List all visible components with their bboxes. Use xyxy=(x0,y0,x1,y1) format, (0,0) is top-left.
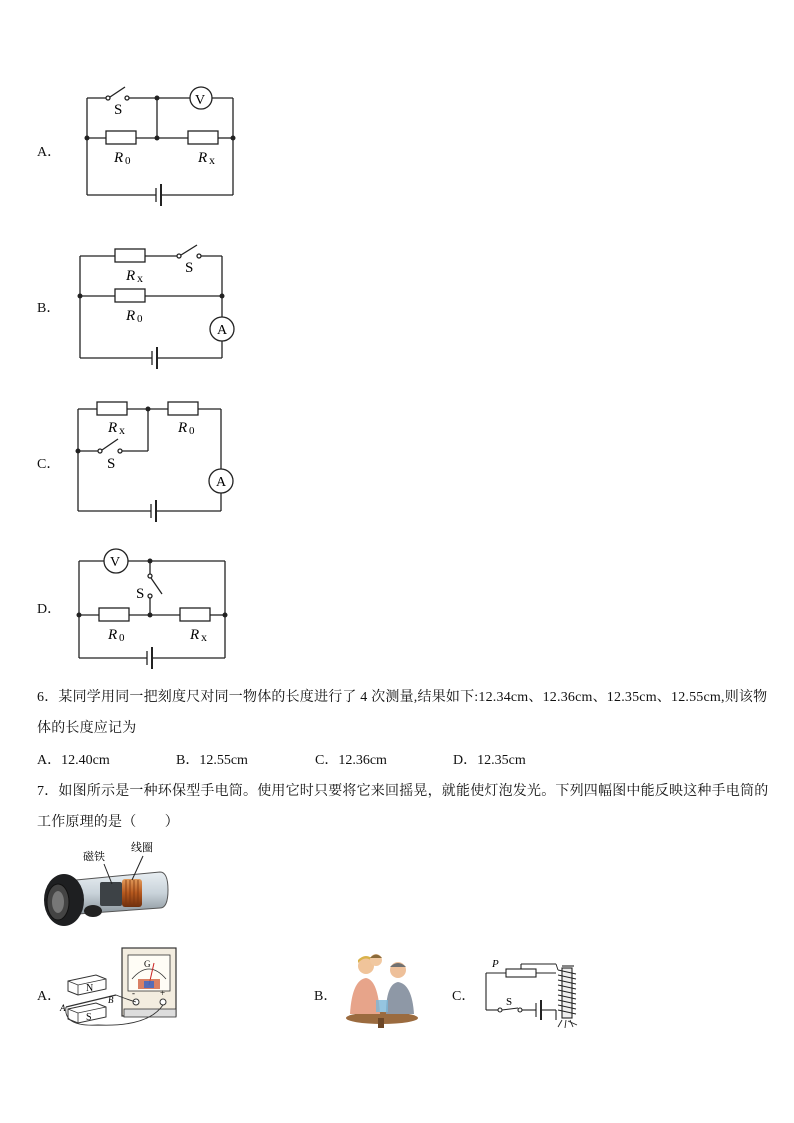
circuit-diagram-b xyxy=(70,240,250,370)
circuit-diagram-a xyxy=(70,80,250,210)
q7-text-line1: 7．如图所示是一种环保型手电筒。使用它时只要将它来回摇晃，就能使灯泡发光。下列四幅图中能反映这种手电筒的 xyxy=(37,784,769,799)
q7-figure-b-people xyxy=(340,950,425,1030)
voltmeter-label: V xyxy=(110,555,121,570)
circuit-diagram-c xyxy=(70,395,250,525)
r0-label: R xyxy=(114,150,124,166)
q7-figure-c-electromagnet xyxy=(478,950,588,1030)
voltmeter-label: V xyxy=(195,93,206,108)
r0-subscript: 0 xyxy=(125,155,131,167)
q7-option-a-letter: A． xyxy=(37,989,62,1004)
switch-label: S xyxy=(506,996,513,1008)
rx-label: R xyxy=(126,268,136,284)
switch-label: S xyxy=(107,456,116,472)
rx-subscript: x xyxy=(119,423,125,437)
rx-label: R xyxy=(198,150,208,166)
switch-label: S xyxy=(114,102,123,118)
q7-figure-a-galvanometer xyxy=(58,945,183,1030)
south-pole-label: S xyxy=(86,1012,92,1023)
option-a-letter: A． xyxy=(37,145,62,160)
circuit-diagram-d xyxy=(70,540,250,670)
q6-choice-c: C．12.36cm xyxy=(315,753,387,768)
point-a-label: A xyxy=(60,1003,66,1013)
flashlight-figure xyxy=(38,838,173,933)
rx-subscript: x xyxy=(137,271,143,285)
r0-subscript: 0 xyxy=(189,425,195,437)
terminal-minus: - xyxy=(132,988,135,998)
option-c-letter: C． xyxy=(37,457,61,472)
option-d-letter: D． xyxy=(37,602,62,617)
r0-label: R xyxy=(126,308,136,324)
q6-choice-a: A．12.40cm xyxy=(37,753,110,768)
q7-text-line2: 工作原理的是（ ） xyxy=(37,815,179,830)
q6-text-line1: 6．某同学用同一把刻度尺对同一物体的长度进行了 4 次测量,结果如下:12.34cm、12.36cm、12.35cm、12.55cm,则该物 xyxy=(37,690,768,705)
r0-label: R xyxy=(108,627,118,643)
ammeter-label: A xyxy=(217,323,228,338)
q6-text-line2: 体的长度应记为 xyxy=(37,721,137,736)
r0-label: R xyxy=(178,420,188,436)
rx-subscript: x xyxy=(201,630,207,644)
switch-label: S xyxy=(185,260,194,276)
rx-subscript: x xyxy=(209,153,215,167)
q6-choice-b: B．12.55cm xyxy=(176,753,248,768)
point-b-label: B xyxy=(108,995,114,1005)
coil-label: 线圈 xyxy=(131,842,153,854)
ammeter-label: A xyxy=(216,475,227,490)
q6-choice-d: D．12.35cm xyxy=(453,753,526,768)
galvanometer-label: G xyxy=(144,959,151,969)
rx-label: R xyxy=(108,420,118,436)
terminal-plus: + xyxy=(160,988,166,998)
magnet-label: 磁铁 xyxy=(83,851,105,863)
q7-option-c-letter: C． xyxy=(452,989,476,1004)
north-pole-label: N xyxy=(86,983,94,994)
r0-subscript: 0 xyxy=(119,632,125,644)
rx-label: R xyxy=(190,627,200,643)
option-b-letter: B． xyxy=(37,301,61,316)
switch-label: S xyxy=(136,586,145,602)
r0-subscript: 0 xyxy=(137,313,143,325)
q7-option-b-letter: B． xyxy=(314,989,338,1004)
slider-p-label: P xyxy=(492,958,499,970)
